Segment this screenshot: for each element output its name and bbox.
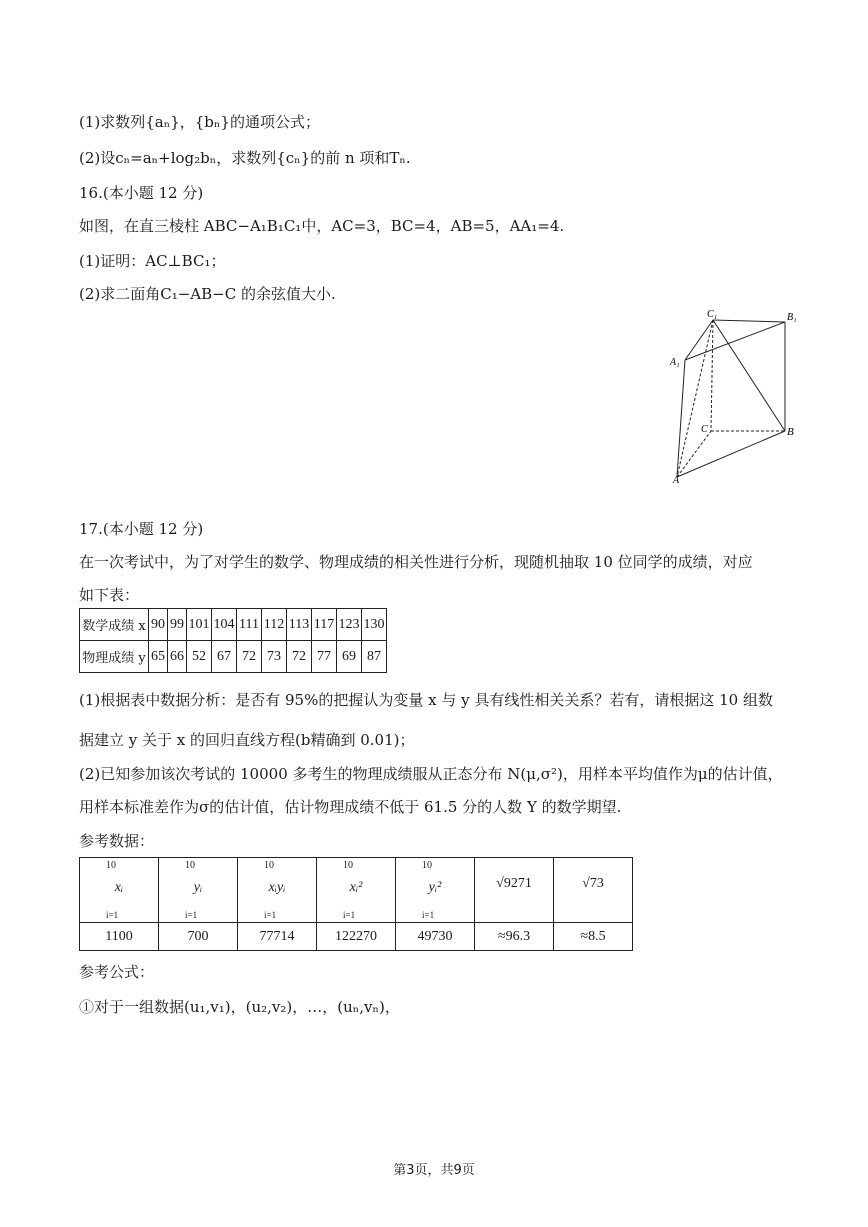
table-cell: 65 xyxy=(149,641,168,673)
q17-part2-line1: (2)已知参加该次考试的 10000 多考生的物理成绩服从正态分布 N(μ,σ²)，用样本平均值作为μ的估计值， xyxy=(79,765,783,783)
table-cell: 130 xyxy=(362,609,387,641)
q17-stem-line2: 如下表： xyxy=(79,586,140,604)
table-cell: 67 xyxy=(212,641,237,673)
sum-cell-x: 10 xᵢ i=1 xyxy=(80,858,159,923)
q17-stem-line1: 在一次考试中，为了对学生的数学、物理成绩的相关性进行分析，现随机抽取 10 位同学的成绩，对应 xyxy=(79,553,753,571)
table-cell: 69 xyxy=(337,641,362,673)
table-cell: ≈96.3 xyxy=(475,923,554,951)
table-cell: 77714 xyxy=(238,923,317,951)
table-cell: ≈8.5 xyxy=(554,923,633,951)
table-row xyxy=(80,858,633,923)
sqrt-cell-73: √73 xyxy=(554,858,633,923)
table-cell: 66 xyxy=(168,641,187,673)
reference-data-table xyxy=(79,857,633,951)
table-cell: 122270 xyxy=(317,923,396,951)
table-cell: 112 xyxy=(262,609,287,641)
table-cell: 87 xyxy=(362,641,387,673)
table-cell: 117 xyxy=(312,609,337,641)
table-cell: 113 xyxy=(287,609,312,641)
label-b: B xyxy=(787,426,794,438)
table-cell: 101 xyxy=(187,609,212,641)
row-label-math: 数学成绩 x xyxy=(80,609,149,641)
table-cell: 123 xyxy=(337,609,362,641)
table-cell: 52 xyxy=(187,641,212,673)
q15-part2: (2)设cₙ=aₙ+log₂bₙ，求数列{cₙ}的前 n 项和Tₙ. xyxy=(79,149,411,167)
table-row xyxy=(80,923,633,951)
q16-header: 16.(本小题 12 分) xyxy=(79,184,204,202)
table-cell: 104 xyxy=(212,609,237,641)
table-cell: 111 xyxy=(237,609,262,641)
sqrt-cell-9271: √9271 xyxy=(475,858,554,923)
q17-part1-line2: 据建立 y 关于 x 的回归直线方程(b精确到 0.01)； xyxy=(79,731,415,749)
q17-part2-line2: 用样本标准差作为σ的估计值，估计物理成绩不低于 61.5 分的人数 Y 的数学期望. xyxy=(79,798,622,816)
table-cell: 72 xyxy=(287,641,312,673)
label-a1: A₁ xyxy=(670,357,680,368)
q17-part1-line1: (1)根据表中数据分析：是否有 95%的把握认为变量 x 与 y 具有线性相关关系？若有，请根据这 10 组数 xyxy=(79,691,773,709)
formula-line: ①对于一组数据(u₁,v₁)，(u₂,v₂)，…，(uₙ,vₙ)， xyxy=(79,998,400,1016)
q16-part1: (1)证明：AC⊥BC₁； xyxy=(79,252,226,270)
q17-header: 17.(本小题 12 分) xyxy=(79,520,204,538)
table-cell: 73 xyxy=(262,641,287,673)
label-a: A xyxy=(673,475,680,485)
sum-cell-x2: 10 xᵢ² i=1 xyxy=(317,858,396,923)
ref-formula-label: 参考公式： xyxy=(79,963,155,981)
row-label-physics: 物理成绩 y xyxy=(80,641,149,673)
sum-cell-y2: 10 yᵢ² i=1 xyxy=(396,858,475,923)
sum-cell-y: 10 yᵢ i=1 xyxy=(159,858,238,923)
table-row-physics xyxy=(80,641,387,673)
label-c: C xyxy=(701,424,708,435)
q16-part2: (2)求二面角C₁−AB−C 的余弦值大小. xyxy=(79,285,336,303)
table-row-math xyxy=(80,609,387,641)
ref-data-label: 参考数据： xyxy=(79,832,155,850)
table-cell: 72 xyxy=(237,641,262,673)
score-table xyxy=(79,608,387,673)
q16-stem: 如图，在直三棱柱 ABC−A₁B₁C₁中，AC=3，BC=4，AB=5，AA₁=4. xyxy=(79,217,565,235)
label-c1: C₁ xyxy=(707,309,718,320)
page-footer: 第3页，共9页 xyxy=(393,1163,475,1178)
table-cell: 90 xyxy=(149,609,168,641)
q15-part1: (1)求数列{aₙ}，{bₙ}的通项公式； xyxy=(79,113,320,131)
table-cell: 1100 xyxy=(80,923,159,951)
label-b1: B₁ xyxy=(787,312,797,323)
table-cell: 49730 xyxy=(396,923,475,951)
table-cell: 700 xyxy=(159,923,238,951)
prism-figure xyxy=(665,305,810,485)
sum-cell-xy: 10 xᵢyᵢ i=1 xyxy=(238,858,317,923)
table-cell: 99 xyxy=(168,609,187,641)
table-cell: 77 xyxy=(312,641,337,673)
